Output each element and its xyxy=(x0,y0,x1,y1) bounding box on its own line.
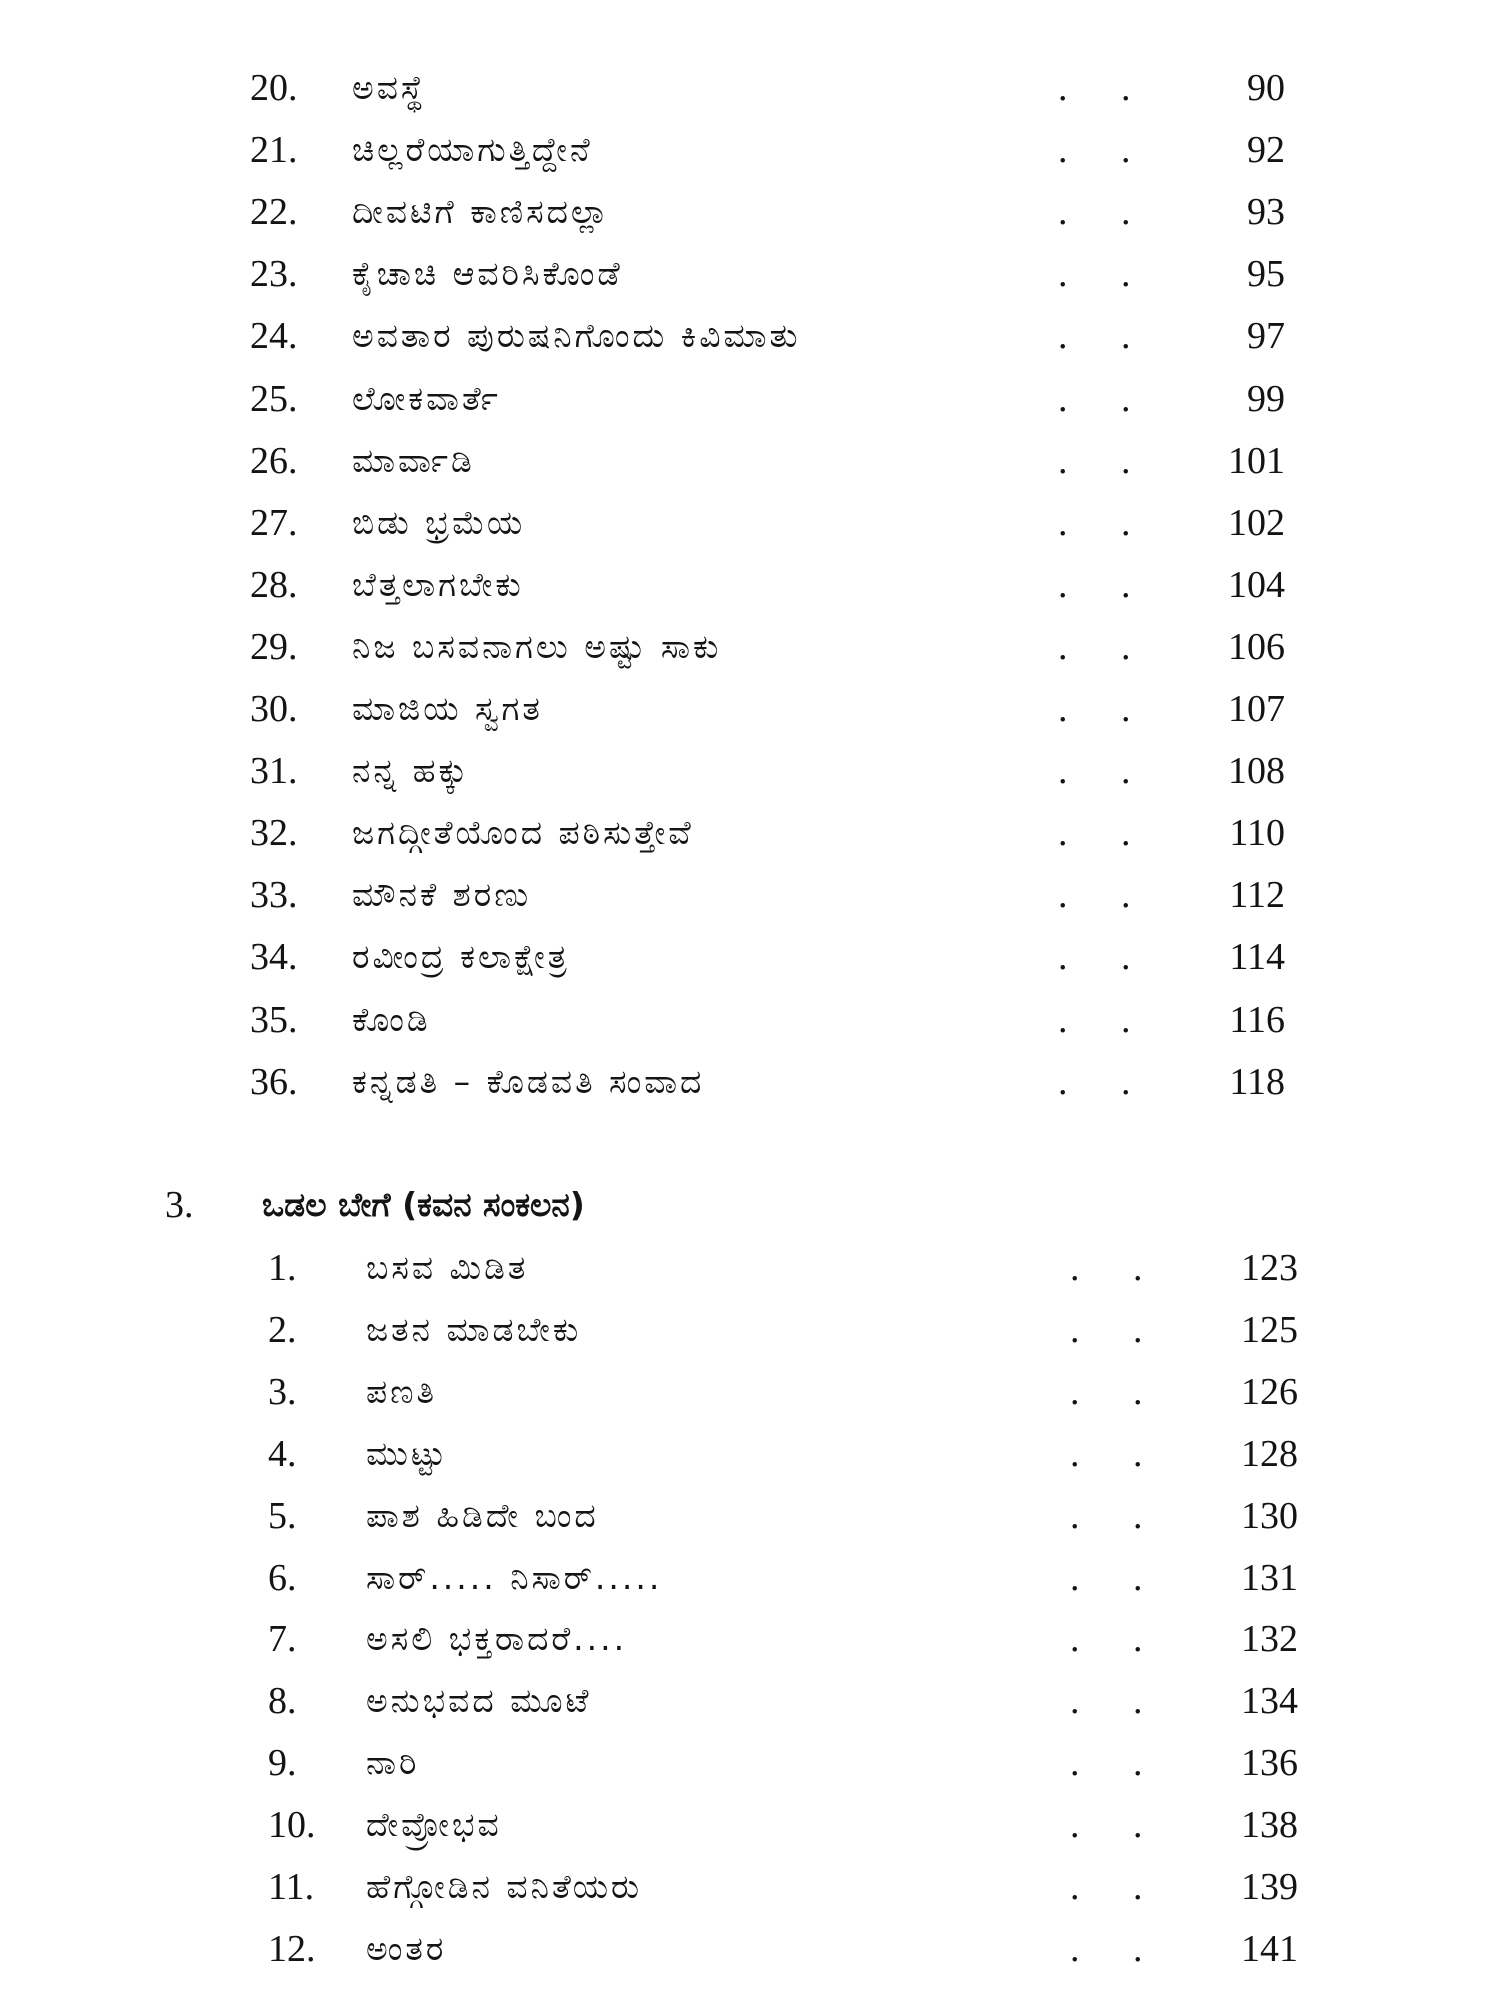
entry-title: ದೀವಟಿಗೆ ಕಾಣಿಸದಲ್ಲಾ xyxy=(352,192,611,232)
dot-leader: . . xyxy=(1058,688,1153,730)
dot-leader: . . xyxy=(1058,1060,1153,1103)
dot-leader: . . xyxy=(1070,1680,1165,1723)
dot-leader: . . xyxy=(1058,191,1153,234)
dot-leader: . . xyxy=(1058,315,1153,358)
entry-page-number: 110 xyxy=(1229,812,1285,855)
entry-title: ಪಾಶ ಹಿಡಿದೇ ಬಂದ xyxy=(366,1495,599,1535)
entry-page-number: 108 xyxy=(1228,750,1285,793)
entry-number: 34. xyxy=(250,936,298,979)
entry-number: 35. xyxy=(250,998,298,1041)
entry-number: 10. xyxy=(268,1804,316,1847)
dot-leader: . . xyxy=(1070,1370,1165,1413)
entry-number: 36. xyxy=(250,1060,298,1103)
entry-title: ಮೌನಕೆ ಶರಣು xyxy=(352,875,532,915)
entry-page-number: 125 xyxy=(1241,1308,1298,1351)
entry-number: 5. xyxy=(268,1494,297,1537)
toc-entry xyxy=(0,1921,1500,1977)
entry-number: 32. xyxy=(250,812,298,855)
toc-entry xyxy=(0,1240,1500,1296)
dot-leader: . . xyxy=(1058,750,1153,793)
toc-entry xyxy=(0,308,1500,364)
entry-page-number: 128 xyxy=(1241,1432,1298,1475)
entry-page-number: 134 xyxy=(1241,1680,1298,1723)
dot-leader: . . xyxy=(1070,1742,1165,1785)
dot-leader: . . xyxy=(1058,377,1153,420)
entry-number: 28. xyxy=(250,563,298,606)
section-number: 3. xyxy=(165,1184,194,1226)
entry-number: 6. xyxy=(268,1556,297,1599)
entry-page-number: 90 xyxy=(1247,67,1285,109)
toc-entry xyxy=(0,495,1500,551)
entry-number: 22. xyxy=(250,191,298,234)
toc-entry xyxy=(0,1550,1500,1606)
entry-page-number: 95 xyxy=(1247,253,1285,296)
entry-number: 20. xyxy=(250,67,298,109)
entry-title: ಕನ್ನಡತಿ – ಕೊಡವತಿ ಸಂವಾದ xyxy=(352,1061,705,1101)
entry-number: 1. xyxy=(268,1247,297,1289)
toc-entry xyxy=(0,681,1500,737)
entry-title: ಜತನ ಮಾಡಬೇಕು xyxy=(366,1309,582,1349)
dot-leader: . . xyxy=(1070,1494,1165,1537)
entry-page-number: 99 xyxy=(1247,377,1285,420)
entry-title: ಸಾರ್..... ನಿಸಾರ್..... xyxy=(366,1557,663,1597)
dot-leader: . . xyxy=(1058,67,1153,109)
entry-number: 27. xyxy=(250,501,298,544)
toc-entry xyxy=(0,433,1500,489)
entry-title: ಹೆಗ್ಗೋಡಿನ ವನಿತೆಯರು xyxy=(366,1867,643,1906)
entry-number: 23. xyxy=(250,253,298,296)
entry-title: ಅಂತರ xyxy=(366,1928,447,1968)
entry-page-number: 118 xyxy=(1229,1060,1285,1103)
entry-number: 29. xyxy=(250,625,298,668)
entry-page-number: 93 xyxy=(1247,191,1285,234)
dot-leader: . . xyxy=(1058,253,1153,296)
entry-title: ರವೀಂದ್ರ ಕಲಾಕ್ಷೇತ್ರ xyxy=(352,937,570,977)
toc-entry xyxy=(0,246,1500,302)
entry-title: ಮಾಜಿಯ ಸ್ವಗತ xyxy=(352,689,543,728)
toc-entry xyxy=(0,805,1500,861)
toc-entry xyxy=(0,1488,1500,1544)
toc-entry xyxy=(0,557,1500,613)
entry-page-number: 116 xyxy=(1229,998,1285,1041)
dot-leader: . . xyxy=(1070,1432,1165,1475)
dot-leader: . . xyxy=(1058,129,1153,172)
section-title: ಒಡಲ ಬೇಗೆ (ಕವನ ಸಂಕಲನ) xyxy=(262,1185,585,1224)
dot-leader: . . xyxy=(1070,1927,1165,1970)
entry-title: ಲೋಕವಾರ್ತೆ xyxy=(352,378,501,418)
dot-leader: . . xyxy=(1058,439,1153,482)
entry-title: ಅವತಾರ ಪುರುಷನಿಗೊಂದು ಕಿವಿಮಾತು xyxy=(352,316,801,356)
dot-leader: . . xyxy=(1070,1804,1165,1847)
toc-entry xyxy=(0,1735,1500,1791)
entry-number: 7. xyxy=(268,1618,297,1661)
entry-title: ಪಣತಿ xyxy=(366,1371,438,1411)
entry-number: 25. xyxy=(250,377,298,420)
entry-page-number: 123 xyxy=(1241,1247,1298,1289)
dot-leader: . . xyxy=(1058,936,1153,979)
dot-leader: . . xyxy=(1058,998,1153,1041)
dot-leader: . . xyxy=(1058,563,1153,606)
entry-title: ದೇವ್ರೋಭವ xyxy=(366,1805,502,1845)
entry-title: ಕೊಂಡಿ xyxy=(352,999,431,1039)
entry-page-number: 97 xyxy=(1247,315,1285,358)
dot-leader: . . xyxy=(1070,1866,1165,1908)
toc-entry xyxy=(0,122,1500,178)
entry-title: ನಾರಿ xyxy=(366,1743,420,1783)
toc-entry xyxy=(0,743,1500,799)
toc-entry xyxy=(0,992,1500,1048)
entry-page-number: 107 xyxy=(1228,688,1285,730)
entry-title: ನಿಜ ಬಸವನಾಗಲು ಅಷ್ಟು ಸಾಕು xyxy=(352,626,722,666)
dot-leader: . . xyxy=(1070,1247,1165,1289)
entry-page-number: 131 xyxy=(1241,1556,1298,1599)
entry-title: ಅಸಲಿ ಭಕ್ತರಾದರೆ.... xyxy=(366,1619,628,1659)
entry-number: 33. xyxy=(250,874,298,917)
entry-title: ಮಾರ್ವಾಡಿ xyxy=(352,440,475,480)
entry-page-number: 141 xyxy=(1241,1927,1298,1970)
toc-entry xyxy=(0,1673,1500,1729)
entry-number: 26. xyxy=(250,439,298,482)
entry-page-number: 132 xyxy=(1241,1618,1298,1661)
dot-leader: . . xyxy=(1070,1618,1165,1661)
toc-entry xyxy=(0,60,1500,116)
entry-page-number: 114 xyxy=(1229,936,1285,979)
entry-page-number: 139 xyxy=(1241,1866,1298,1908)
dot-leader: . . xyxy=(1070,1308,1165,1351)
entry-title: ಬಿಡು ಭ್ರಮೆಯ xyxy=(352,502,526,542)
entry-title: ಮುಟ್ಟು xyxy=(366,1433,449,1473)
entry-page-number: 104 xyxy=(1228,563,1285,606)
entry-number: 12. xyxy=(268,1927,316,1970)
entry-title: ಬಸವ ಮಿಡಿತ xyxy=(366,1248,529,1287)
toc-entry xyxy=(0,1797,1500,1853)
entry-page-number: 126 xyxy=(1241,1370,1298,1413)
toc-entry xyxy=(0,1859,1500,1915)
dot-leader: . . xyxy=(1058,812,1153,855)
toc-entry xyxy=(0,619,1500,675)
entry-page-number: 112 xyxy=(1229,874,1285,917)
toc-entry xyxy=(0,371,1500,427)
dot-leader: . . xyxy=(1058,874,1153,917)
entry-page-number: 136 xyxy=(1241,1742,1298,1785)
section-heading xyxy=(0,1175,1500,1235)
entry-page-number: 130 xyxy=(1241,1494,1298,1537)
dot-leader: . . xyxy=(1058,625,1153,668)
entry-number: 9. xyxy=(268,1742,297,1785)
entry-number: 4. xyxy=(268,1432,297,1475)
entry-title: ನನ್ನ ಹಕ್ಕು xyxy=(352,751,470,791)
entry-number: 8. xyxy=(268,1680,297,1723)
entry-title: ಅನುಭವದ ಮೂಟೆ xyxy=(366,1681,592,1721)
entry-number: 24. xyxy=(250,315,298,358)
entry-page-number: 106 xyxy=(1228,625,1285,668)
toc-entry xyxy=(0,867,1500,923)
entry-page-number: 101 xyxy=(1228,439,1285,482)
entry-title: ಅವಸ್ಥೆ xyxy=(352,68,427,107)
dot-leader: . . xyxy=(1058,501,1153,544)
entry-number: 2. xyxy=(268,1308,297,1351)
entry-number: 21. xyxy=(250,129,298,172)
toc-entry xyxy=(0,1426,1500,1482)
entry-page-number: 138 xyxy=(1241,1804,1298,1847)
toc-entry xyxy=(0,929,1500,985)
entry-page-number: 92 xyxy=(1247,129,1285,172)
toc-entry xyxy=(0,1364,1500,1420)
toc-entry xyxy=(0,1302,1500,1358)
toc-entry xyxy=(0,1611,1500,1667)
entry-page-number: 102 xyxy=(1228,501,1285,544)
entry-number: 11. xyxy=(268,1866,315,1908)
entry-number: 3. xyxy=(268,1370,297,1413)
entry-number: 30. xyxy=(250,688,298,730)
toc-entry xyxy=(0,1054,1500,1110)
entry-title: ಕೈಚಾಚಿ ಆವರಿಸಿಕೊಂಡೆ xyxy=(352,254,623,294)
entry-title: ಚಿಲ್ಲರೆಯಾಗುತ್ತಿದ್ದೇನೆ xyxy=(352,130,593,170)
entry-title: ಜಗದ್ಗೀತೆಯೊಂದ ಪಠಿಸುತ್ತೇವೆ xyxy=(352,813,694,853)
entry-title: ಬೆತ್ತಲಾಗಬೇಕು xyxy=(352,564,524,604)
toc-entry xyxy=(0,184,1500,240)
entry-number: 31. xyxy=(250,750,298,793)
dot-leader: . . xyxy=(1070,1556,1165,1599)
